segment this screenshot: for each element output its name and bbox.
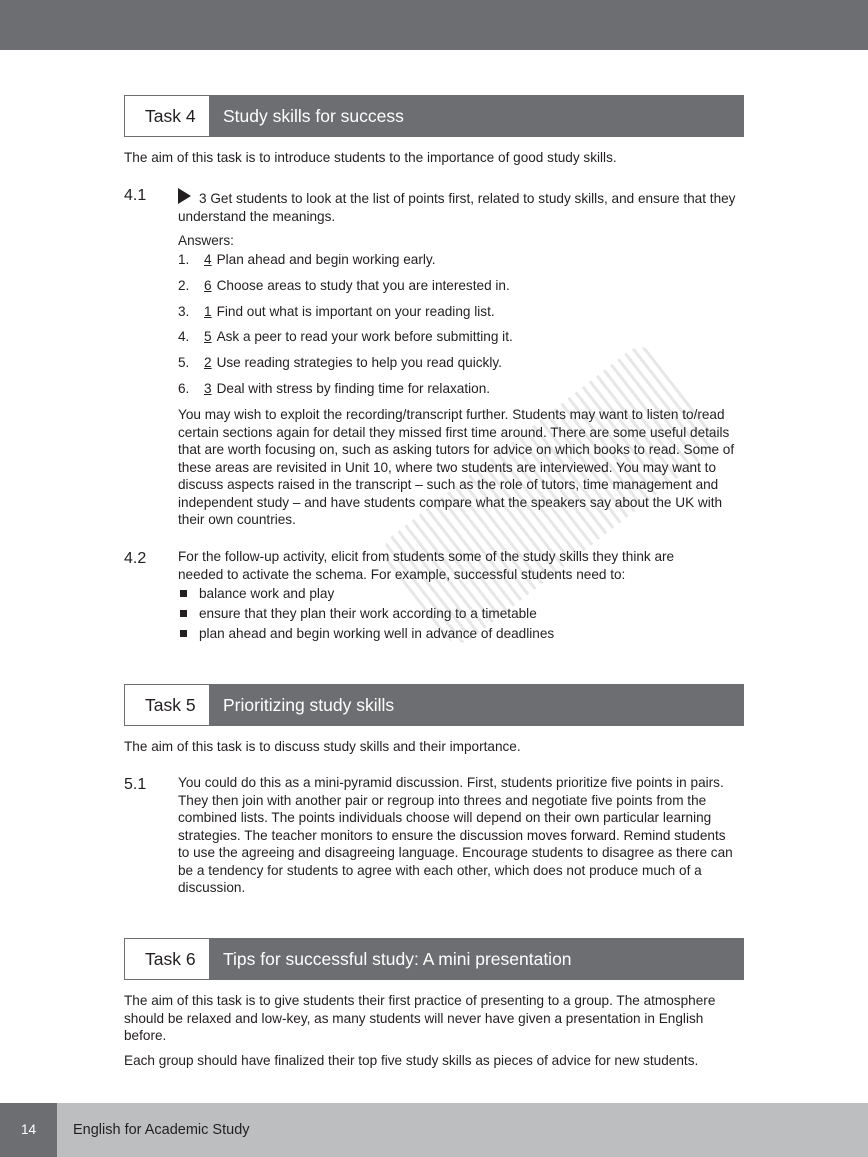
answer-rank: 6 [204, 277, 212, 293]
task-5-aim: The aim of this task is to discuss study skills and their importance. [124, 739, 521, 754]
answer-number: 6. [178, 380, 190, 396]
answer-number: 2. [178, 277, 190, 293]
task-5-header [124, 684, 744, 726]
answer-text: Use reading strategies to help you read quickly. [216, 355, 502, 371]
bullet-item: plan ahead and begin working well in advance of deadlines [178, 625, 554, 645]
section-4-2-text: For the follow-up activity, elicit from students some of the study skills they think are needed to activate the schema. For example, successful students need to: [178, 549, 675, 582]
answer-item [178, 251, 513, 277]
task-4-aim: The aim of this task is to introduce students to the importance of good study skills. [124, 150, 617, 165]
page-number: 14 [0, 1103, 57, 1157]
answer-item [178, 380, 513, 406]
answer-rank: 3 [204, 380, 212, 396]
answer-item [178, 354, 513, 380]
answer-rank: 4 [204, 252, 212, 267]
task-number: Task 6 [124, 938, 210, 980]
section-number: 4.2 [124, 550, 147, 567]
section-4-1-note: You may wish to exploit the recording/transcript further. Students may want to listen to/read certain sections again for detail they missed first time around. There are some useful details that are worth focusing on, such as asking tutors for advice on which books to read. Some of these areas are revisited in Unit 10, where two students are interviewed. You may want to discuss aspects raised in the transcript – such as the role of tutors, time management and independent study – and have students compare what the speakers say about the UK with their own countries. [178, 407, 735, 527]
answer-text: Find out what is important on your reading list. [216, 303, 495, 319]
answer-rank: 1 [204, 303, 212, 319]
task-4-header [124, 95, 744, 137]
task-6-header [124, 938, 744, 980]
answer-text: Choose areas to study that you are interested in. [216, 277, 510, 293]
answer-item [178, 277, 513, 303]
task-title: Prioritizing study skills [210, 684, 744, 726]
answer-number: 4. [178, 329, 190, 345]
audio-play-icon [178, 188, 191, 204]
answer-text: Deal with stress by finding time for relaxation. [216, 380, 491, 396]
answer-number: 5. [178, 355, 190, 371]
answer-text: Ask a peer to read your work before submitting it. [216, 329, 513, 345]
section-4-1-intro: 3 Get students to look at the list of points first, related to study skills, and ensure that they understand the meanings. [178, 188, 738, 225]
task-number: Task 4 [124, 95, 210, 137]
answers-label: Answers: [178, 233, 234, 248]
task-title: Tips for successful study: A mini presentation [210, 938, 744, 980]
section-number: 4.1 [124, 187, 147, 204]
page-footer [0, 1103, 868, 1157]
task-6-note: Each group should have finalized their top five study skills as pieces of advice for new students. [124, 1053, 699, 1068]
answer-text: Plan ahead and begin working early. [216, 252, 436, 267]
top-bar [0, 0, 868, 50]
answer-item [178, 328, 513, 354]
study-skills-bullets [178, 585, 554, 645]
section-5-1-text: You could do this as a mini-pyramid discussion. First, students prioritize five points in pairs. They then join with another pair or regroup into threes and negotiate five points from the combined lists. The points individuals choose will depend on their own particular learning strategies. The teacher monitors to ensure the discussion moves forward. Remind students to use the agreeing and disagreeing language. Encourage students to disagree as there can be a tendency for students to agree with each other, which does not produce much of a discussion. [178, 775, 733, 895]
answer-rank: 5 [204, 329, 212, 345]
bullet-item: ensure that they plan their work according to a timetable [178, 605, 554, 625]
bullet-item: balance work and play [178, 585, 554, 605]
answer-number: 1. [178, 252, 190, 267]
book-title: English for Academic Study [73, 1122, 250, 1138]
task-number: Task 5 [124, 684, 210, 726]
answer-item [178, 303, 513, 329]
answer-rank: 2 [204, 355, 212, 371]
answers-list [178, 251, 513, 406]
section-number: 5.1 [124, 776, 147, 793]
task-title: Study skills for success [210, 95, 744, 137]
task-6-aim: The aim of this task is to give students their first practice of presenting to a group. The atmosphere should be relaxed and low-key, as many students will never have given a presentation in English before. [124, 993, 716, 1043]
answer-number: 3. [178, 303, 190, 319]
